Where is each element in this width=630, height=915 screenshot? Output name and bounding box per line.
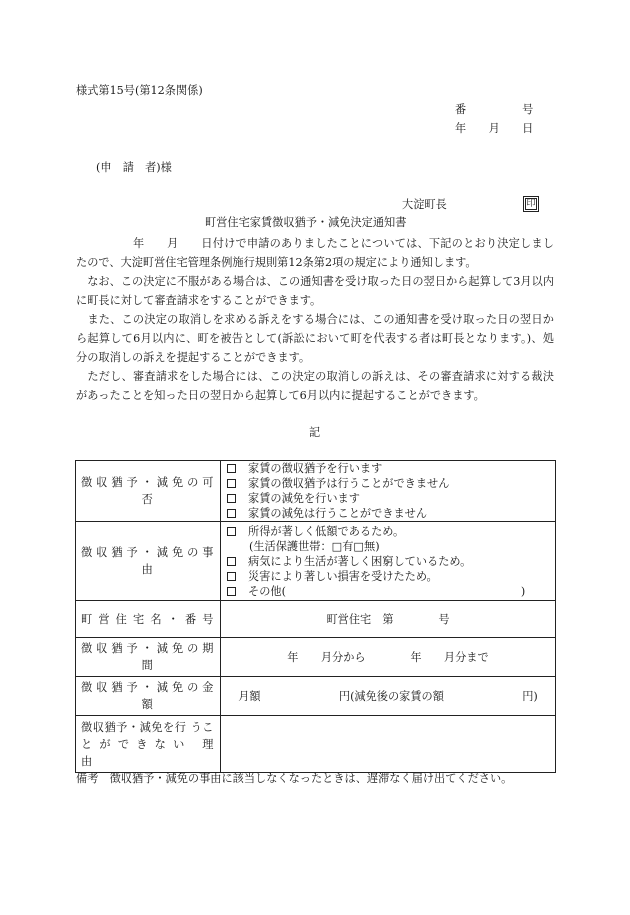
housing-name-number-field[interactable]: 町営住宅 第 号 bbox=[221, 601, 556, 638]
checkbox-icon[interactable] bbox=[227, 509, 236, 518]
form-reference: 様式第15号(第12条関係) bbox=[76, 84, 203, 97]
checkbox-icon[interactable] bbox=[227, 464, 236, 473]
checkbox-option[interactable]: 災害により著しい損害を受けたため。 bbox=[227, 569, 549, 584]
row-head-refusal-reason: 徴収猶予・減免を行 うことができない 理 由 bbox=[76, 716, 221, 773]
row-head-housing: 町営住宅名・番号 bbox=[76, 601, 221, 638]
checkbox-option[interactable]: 家賃の徴収猶予は行うことができません bbox=[227, 476, 549, 491]
period-field[interactable]: 年 月分から 年 月分まで bbox=[221, 638, 556, 677]
issuer-name: 大淀町長 bbox=[402, 198, 447, 211]
checkbox-icon[interactable] bbox=[227, 557, 236, 566]
checkbox-icon[interactable] bbox=[227, 572, 236, 581]
table-row bbox=[76, 716, 556, 773]
checkbox-option[interactable]: 家賃の徴収猶予を行います bbox=[227, 461, 549, 476]
checkbox-option[interactable]: 所得が著しく低額であるため。 bbox=[227, 524, 549, 539]
checkbox-icon[interactable] bbox=[227, 494, 236, 503]
addressee: (申 請 者)様 bbox=[96, 161, 172, 174]
checkbox-icon[interactable] bbox=[227, 527, 236, 536]
welfare-household-note: (生活保護世帯：□有□無) bbox=[249, 539, 380, 553]
issue-date-label: 年 月 日 bbox=[455, 122, 534, 135]
table-row bbox=[76, 638, 556, 677]
row-head-approval: 徴収猶予・減免の可 否 bbox=[76, 461, 221, 522]
document-title: 町営住宅家賃徴収猶予・減免決定通知書 bbox=[205, 216, 407, 229]
body-paragraph-4: ただし、審査請求をした場合には、この決定の取消しの訴えは、その審査請求に対する裁決があったことを知った日の翌日から起算して6月以内に提起することができます。 bbox=[76, 370, 554, 402]
document-number-label: 番 号 bbox=[455, 103, 534, 116]
body-paragraph-2: なお、この決定に不服がある場合は、この通知書を受け取った日の翌日から起算して3月以内に町長に対して審査請求をすることができます。 bbox=[76, 275, 554, 307]
footnote: 備考 徴収猶予・減免の事由に該当しなくなったときは、遅滞なく届け出てください。 bbox=[76, 772, 513, 785]
table-row bbox=[76, 461, 556, 522]
row-head-period: 徴収猶予・減免の期 間 bbox=[76, 638, 221, 677]
reason-options bbox=[221, 522, 556, 601]
checkbox-icon[interactable] bbox=[227, 587, 236, 596]
checkbox-option[interactable]: 家賃の減免を行います bbox=[227, 491, 549, 506]
table-row bbox=[76, 677, 556, 716]
body-paragraph-1: 年 月 日付けで申請のありましたことについては、下記のとおり決定しましたので、大淀町営住宅管理条例施行規則第12条第2項の規定により通知します。 bbox=[76, 237, 554, 269]
row-head-amount: 徴収猶予・減免の金 額 bbox=[76, 677, 221, 716]
checkbox-option[interactable]: その他( ) bbox=[227, 584, 549, 599]
checkbox-icon[interactable] bbox=[227, 479, 236, 488]
body-paragraph-3: また、この決定の取消しを求める訴えをする場合には、この通知書を受け取った日の翌日から起算して6月以内に、町を被告として(訴訟において町を代表する者は町長となります。)、処分の取消しの訴えを提起することができます。 bbox=[76, 313, 554, 364]
table-row bbox=[76, 601, 556, 638]
amount-field[interactable]: 月額 円(減免後の家賃の額 円) bbox=[221, 677, 556, 716]
approval-options bbox=[221, 461, 556, 522]
table-row bbox=[76, 522, 556, 601]
row-head-reason: 徴収猶予・減免の事 由 bbox=[76, 522, 221, 601]
checkbox-option[interactable]: 病気により生活が著しく困窮しているため。 bbox=[227, 554, 549, 569]
ki-heading: 記 bbox=[309, 426, 321, 439]
seal-icon: 印 bbox=[523, 196, 539, 212]
checkbox-option[interactable]: 家賃の減免は行うことができません bbox=[227, 506, 549, 521]
decision-table bbox=[75, 460, 556, 773]
